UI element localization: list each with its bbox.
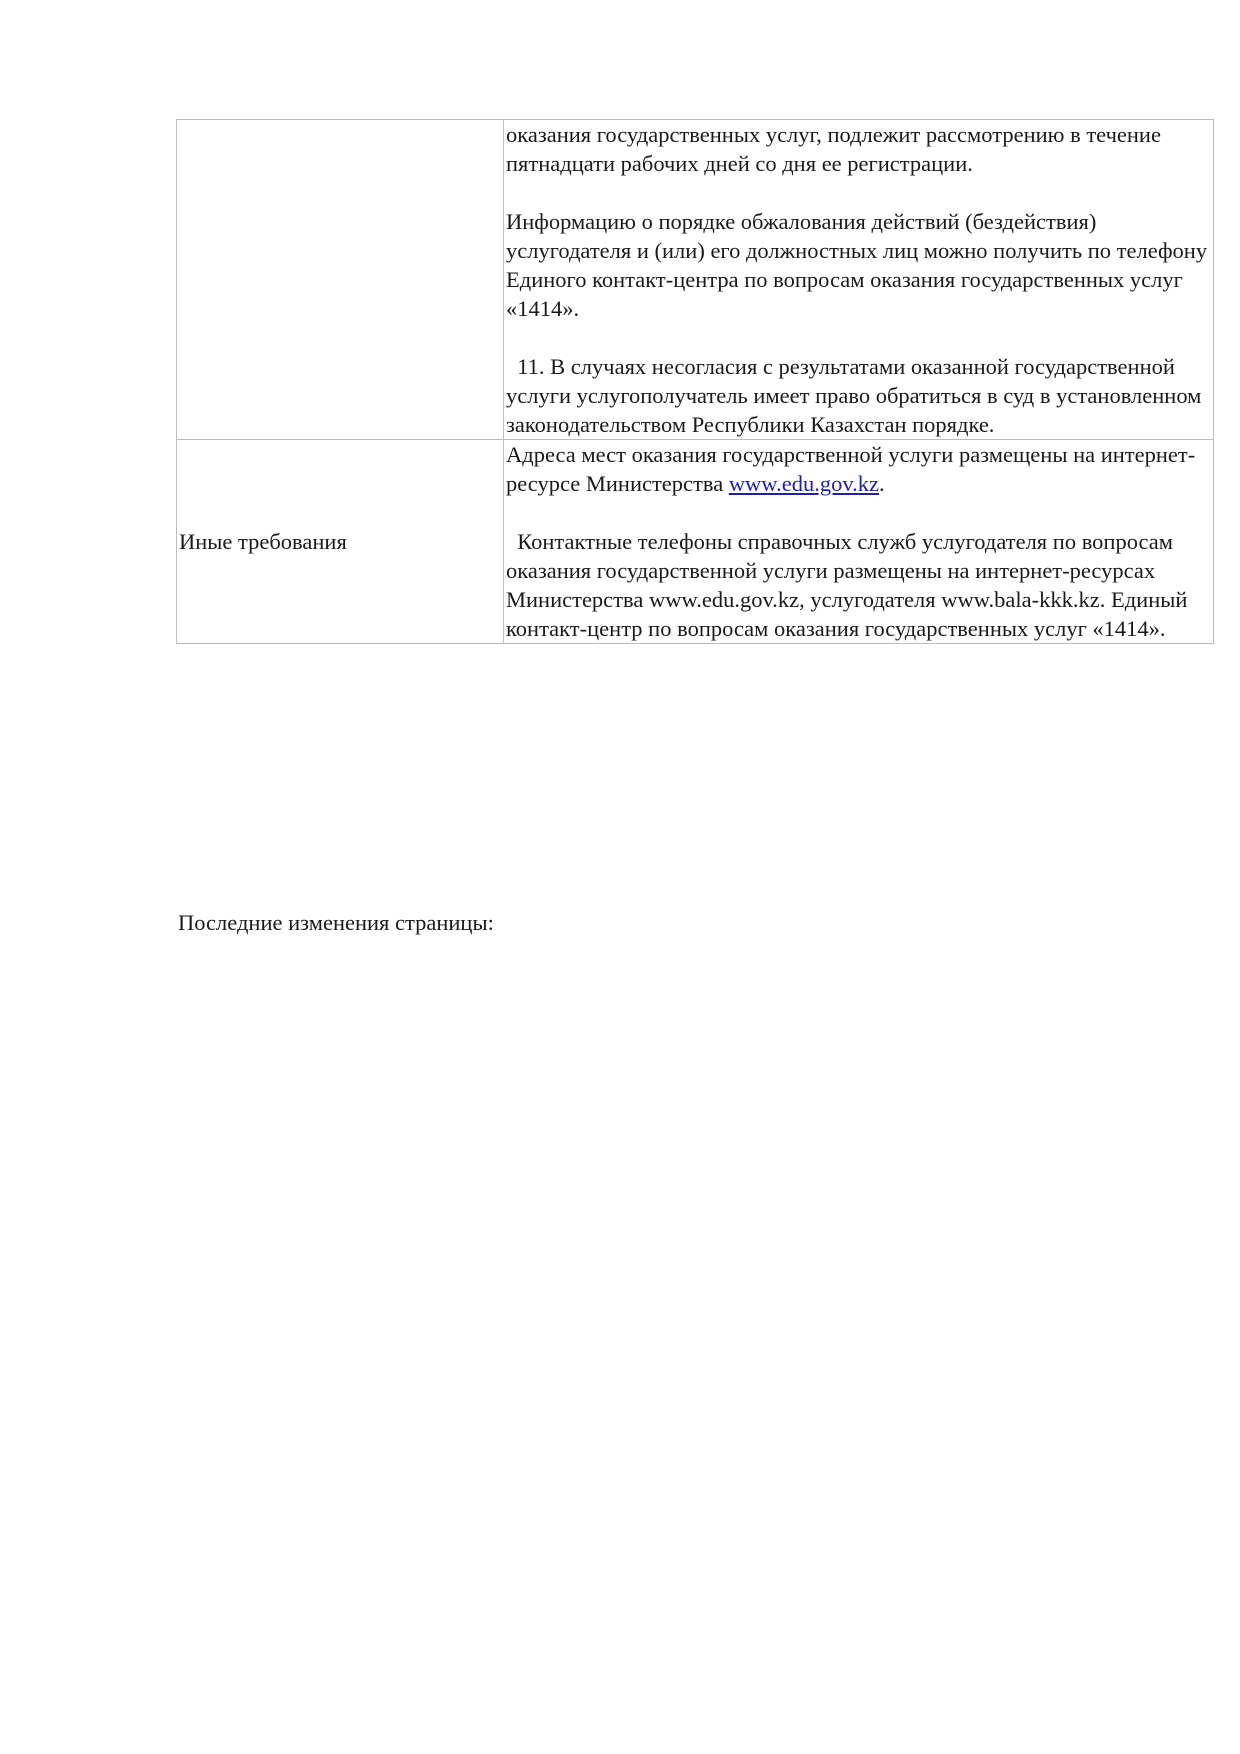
paragraph-gap xyxy=(506,178,1211,207)
services-table xyxy=(176,119,1214,644)
row1-content-cell xyxy=(504,120,1214,440)
row2-content-cell xyxy=(504,440,1214,644)
paragraph-gap xyxy=(506,498,1211,527)
row2-paragraph-2: Контактные телефоны справочных служб услугодателя по вопросам оказания государственной услуги размещены на интернет-ресурсах Министерства www.edu.gov.kz, услугодателя www.bala-kkk.kz. Единый контакт-центр по вопросам оказания государственных услуг «1414». xyxy=(506,529,1194,641)
ministry-link[interactable]: www.edu.gov.kz xyxy=(728,471,879,496)
table-row xyxy=(177,120,1214,440)
row1-paragraph-2: Информацию о порядке обжалования действий (бездействия) услугодателя и (или) его должностных лиц можно получить по телефону Единого контакт-центра по вопросам оказания государственных услуг «1414». xyxy=(506,209,1208,321)
addresses-text: Адреса мест оказания государственной услуги размещены на интернет-ресурсе Министерства xyxy=(506,442,1196,496)
row1-label-cell xyxy=(177,120,504,440)
table-row xyxy=(177,440,1214,644)
row1-paragraph-1: оказания государственных услуг, подлежит рассмотрению в течение пятнадцати рабочих дней со дня ее регистрации. xyxy=(506,122,1161,176)
other-requirements-label: Иные требования xyxy=(177,440,504,644)
last-changes-label: Последние изменения страницы: xyxy=(178,910,494,935)
row2-paragraph-1 xyxy=(506,440,1211,498)
row1-paragraph-3: 11. В случаях несогласия с результатами оказанной государственной услуги услугополучатель имеет право обратиться в суд в установленном законодательством Республики Казахстан порядке. xyxy=(506,354,1208,437)
addresses-text-end: . xyxy=(879,471,885,496)
paragraph-gap xyxy=(506,323,1211,352)
